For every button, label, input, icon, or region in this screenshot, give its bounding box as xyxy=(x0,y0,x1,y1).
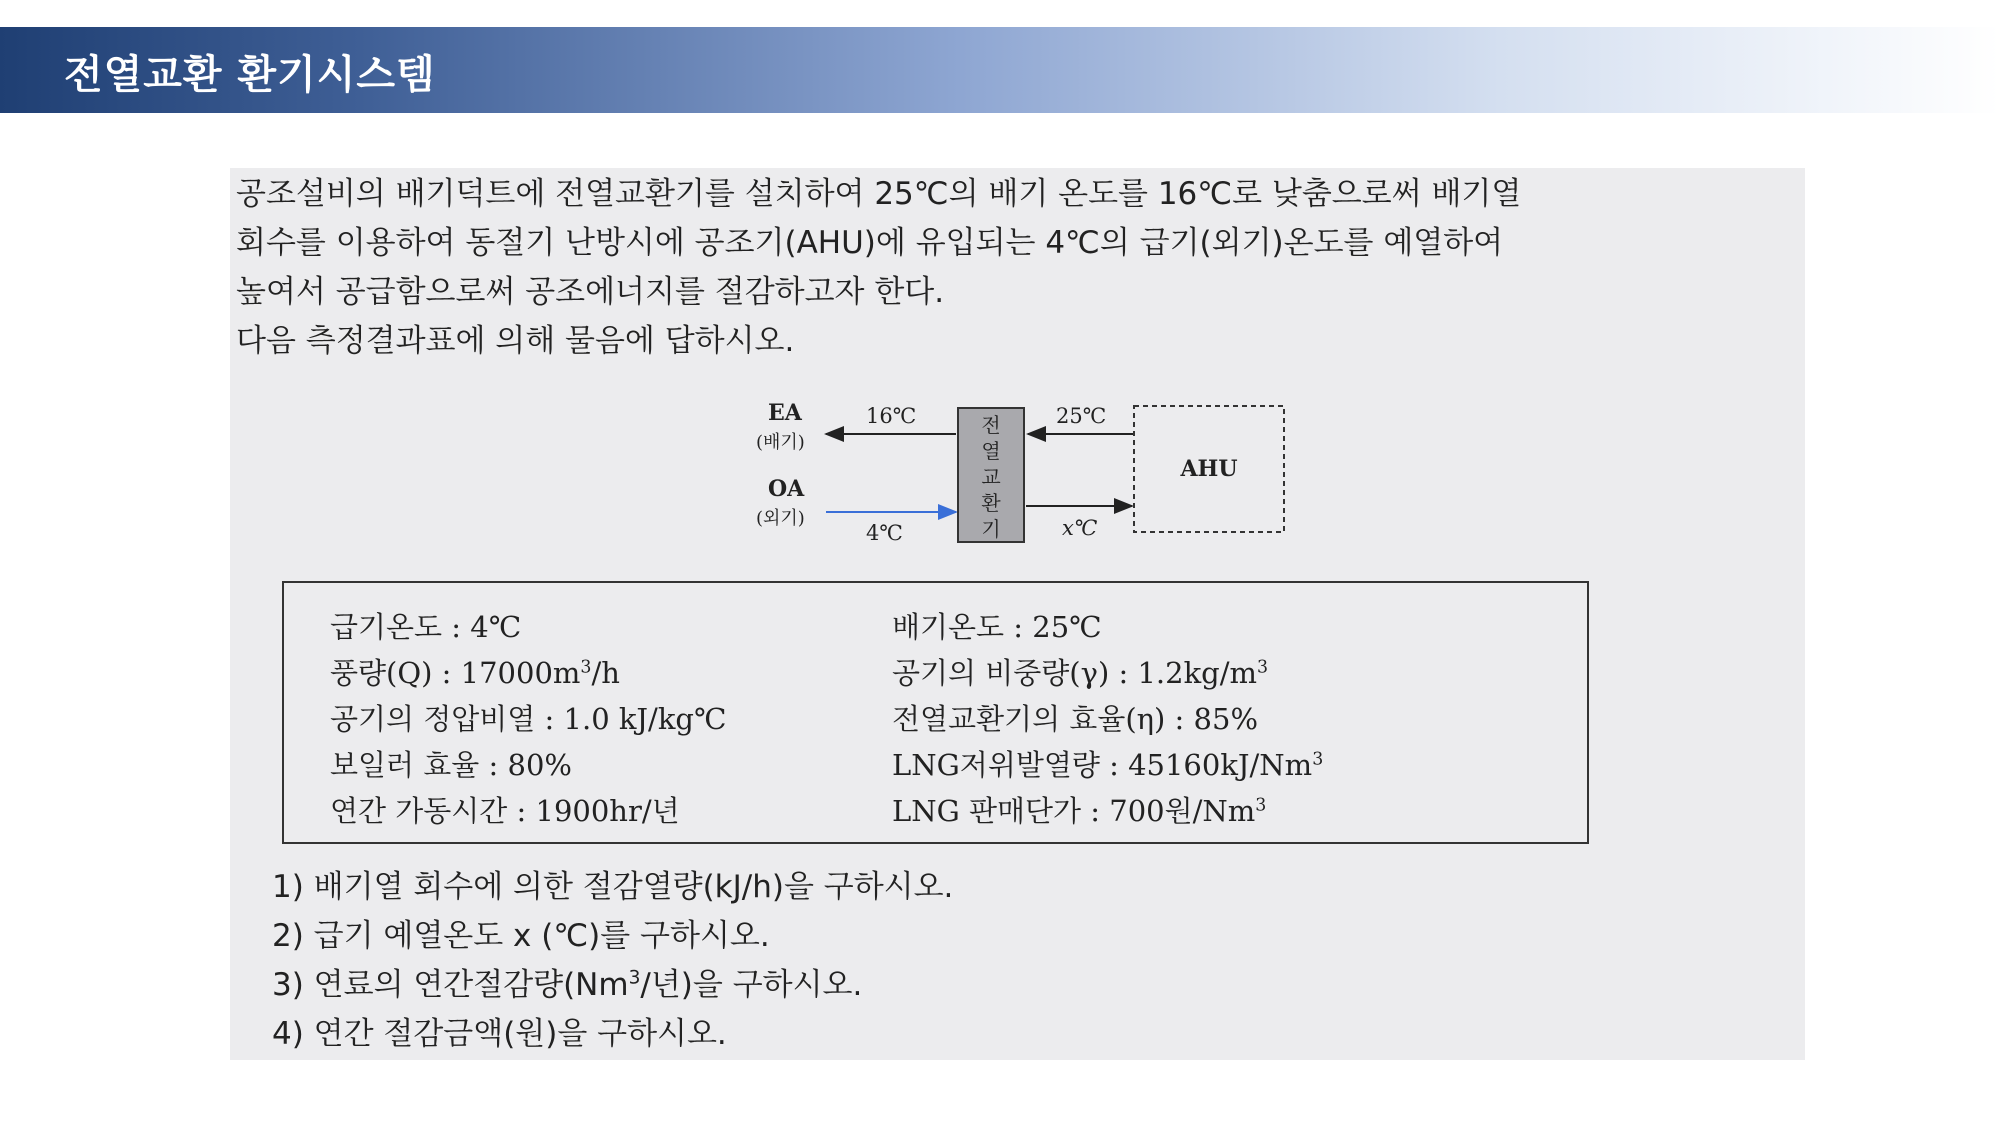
question-4: 4) 연간 절감금액(원)을 구하시오. xyxy=(272,1016,727,1052)
supply-temp-row: 급기온도 : 4℃ xyxy=(330,610,522,644)
intro-line: 높여서 공급함으로써 공조에너지를 절감하고자 한다. xyxy=(236,274,945,310)
question-2: 2) 급기 예열온도 x (℃)를 구하시오. xyxy=(272,918,770,954)
scanned-problem xyxy=(230,168,1805,1060)
specific-heat-row: 공기의 정압비열 : 1.0 kJ/kg℃ xyxy=(330,702,727,736)
annual-hours-row: 연간 가동시간 : 1900hr/년 xyxy=(330,794,680,828)
problem-intro xyxy=(236,170,1801,366)
slide-header xyxy=(0,27,2000,113)
measurement-table xyxy=(282,581,1589,844)
question-list xyxy=(272,863,1672,1059)
lng-heating-value-row: LNG저위발열량 : 45160kJ/Nm$^3$ xyxy=(892,748,1324,782)
oa-in-temp: 4℃ xyxy=(866,521,903,545)
intro-line: 다음 측정결과표에 의해 물음에 답하시오. xyxy=(236,323,795,359)
oa-sub-label: (외기) xyxy=(756,508,805,529)
exhaust-temp-row: 배기온도 : 25℃ xyxy=(892,610,1102,644)
exchanger-char: 환 xyxy=(981,491,1001,515)
question-3: 3) 연료의 연간절감량(Nm$^3$/년)을 구하시오. xyxy=(272,967,863,1003)
airflow-row: 풍량(Q) : $17000m^3/h$ xyxy=(330,656,620,690)
intro-line: 회수를 이용하여 동절기 난방시에 공조기(AHU)에 유입되는 4℃의 급기(외기)온도를 예열하여 xyxy=(236,225,1504,261)
exhaust-in-temp: 25℃ xyxy=(1056,404,1107,428)
supply-out-temp: x℃ xyxy=(1062,516,1098,540)
boiler-efficiency-row: 보일러 효율 : 80% xyxy=(330,748,572,782)
air-density-row: 공기의 비중량(γ) : $1.2kg/m^3$ xyxy=(892,656,1269,690)
exhaust-out-temp: 16℃ xyxy=(866,404,917,428)
exchanger-char: 전 xyxy=(981,413,1001,437)
exchanger-char: 기 xyxy=(981,517,1001,541)
exchanger-char: 열 xyxy=(981,439,1001,463)
ea-sub-label: (배기) xyxy=(756,432,805,453)
oa-label: OA xyxy=(768,476,805,502)
heat-exchanger-diagram xyxy=(730,390,1350,550)
ea-label: EA xyxy=(768,400,802,426)
slide-title: 전열교환 환기시스템 xyxy=(64,52,436,98)
exchanger-char: 교 xyxy=(981,465,1001,489)
lng-price-row: LNG 판매단가 : 700원/Nm$^3$ xyxy=(892,794,1267,828)
intro-line: 공조설비의 배기덕트에 전열교환기를 설치하여 25℃의 배기 온도를 16℃로 낮춤으로써 배기열 xyxy=(236,176,1522,212)
ahu-label: AHU xyxy=(1180,456,1238,482)
exchanger-efficiency-row: 전열교환기의 효율(η) : 85% xyxy=(892,702,1258,736)
question-1: 1) 배기열 회수에 의한 절감열량(kJ/h)을 구하시오. xyxy=(272,869,954,905)
